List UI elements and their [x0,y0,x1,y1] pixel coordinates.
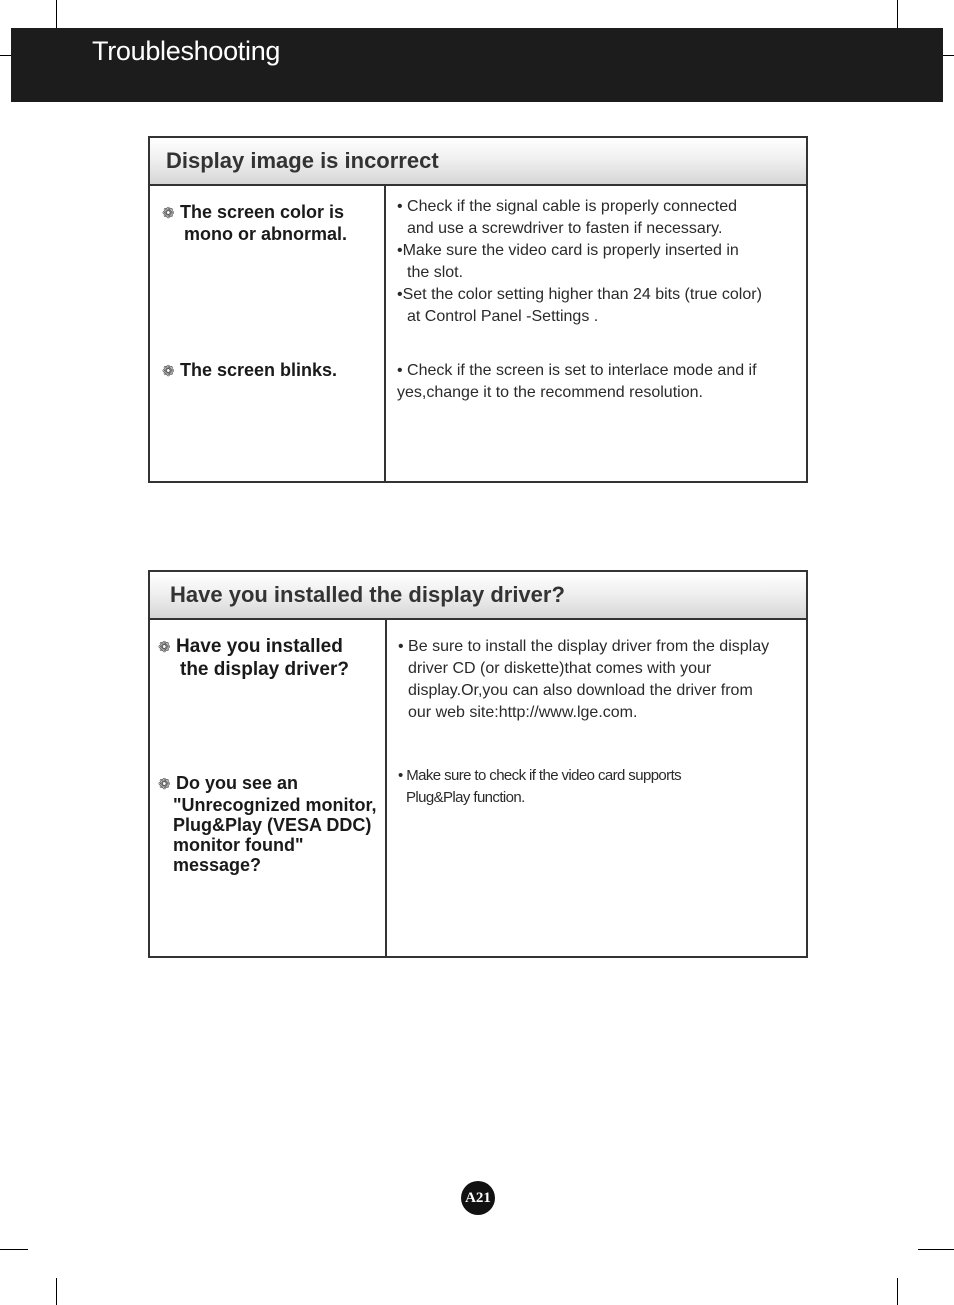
troubleshooting-table-display-driver [148,570,808,958]
table-header [150,138,806,186]
gear-bullet-icon: ❁ [162,363,175,380]
table-title: Have you installed the display driver? [170,582,565,607]
crop-mark [918,1249,954,1250]
page-title: Troubleshooting [92,36,281,66]
crop-mark [943,55,954,56]
gear-bullet-icon: ❁ [158,639,171,656]
symptom-item: ❁ Have you installed the display driver? [158,636,349,680]
crop-mark [0,55,11,56]
column-divider [385,620,387,956]
crop-mark [897,1278,898,1305]
remedy-text: • Check if the signal cable is properly connected and use a screwdriver to fasten if necessary. •Make sure the video card is properly inserted in the slot. •Set the color setting higher than 24 bits (true color) at Control Panel -Settings . [397,198,762,325]
crop-mark [56,0,57,28]
crop-mark [897,0,898,28]
symptom-item: ❁ The screen color is mono or abnormal. [162,202,348,244]
symptom-item: ❁ Do you see an "Unrecognized monitor, Plug&Play (VESA DDC) monitor found" message? [158,773,377,875]
remedy-text: • Check if the screen is set to interlace mode and if yes,change it to the recommend resolution. [397,362,757,401]
remedy-text: • Make sure to check if the video card supports Plug&Play function. [398,767,682,806]
page-number-badge: A21 [461,1181,495,1215]
symptom-item: ❁ The screen blinks. [162,360,338,380]
remedy-text: • Be sure to install the display driver from the display driver CD (or diskette)that comes with your display.Or,you can also download the driver from our web site:http://www.lge.com. [398,638,770,721]
column-divider [384,186,386,481]
troubleshooting-table-display-image [148,136,808,483]
table-title: Display image is incorrect [166,148,439,173]
crop-mark [56,1278,57,1305]
gear-bullet-icon: ❁ [158,776,171,793]
table-header [150,572,806,620]
crop-mark [0,1249,28,1250]
gear-bullet-icon: ❁ [162,205,175,222]
